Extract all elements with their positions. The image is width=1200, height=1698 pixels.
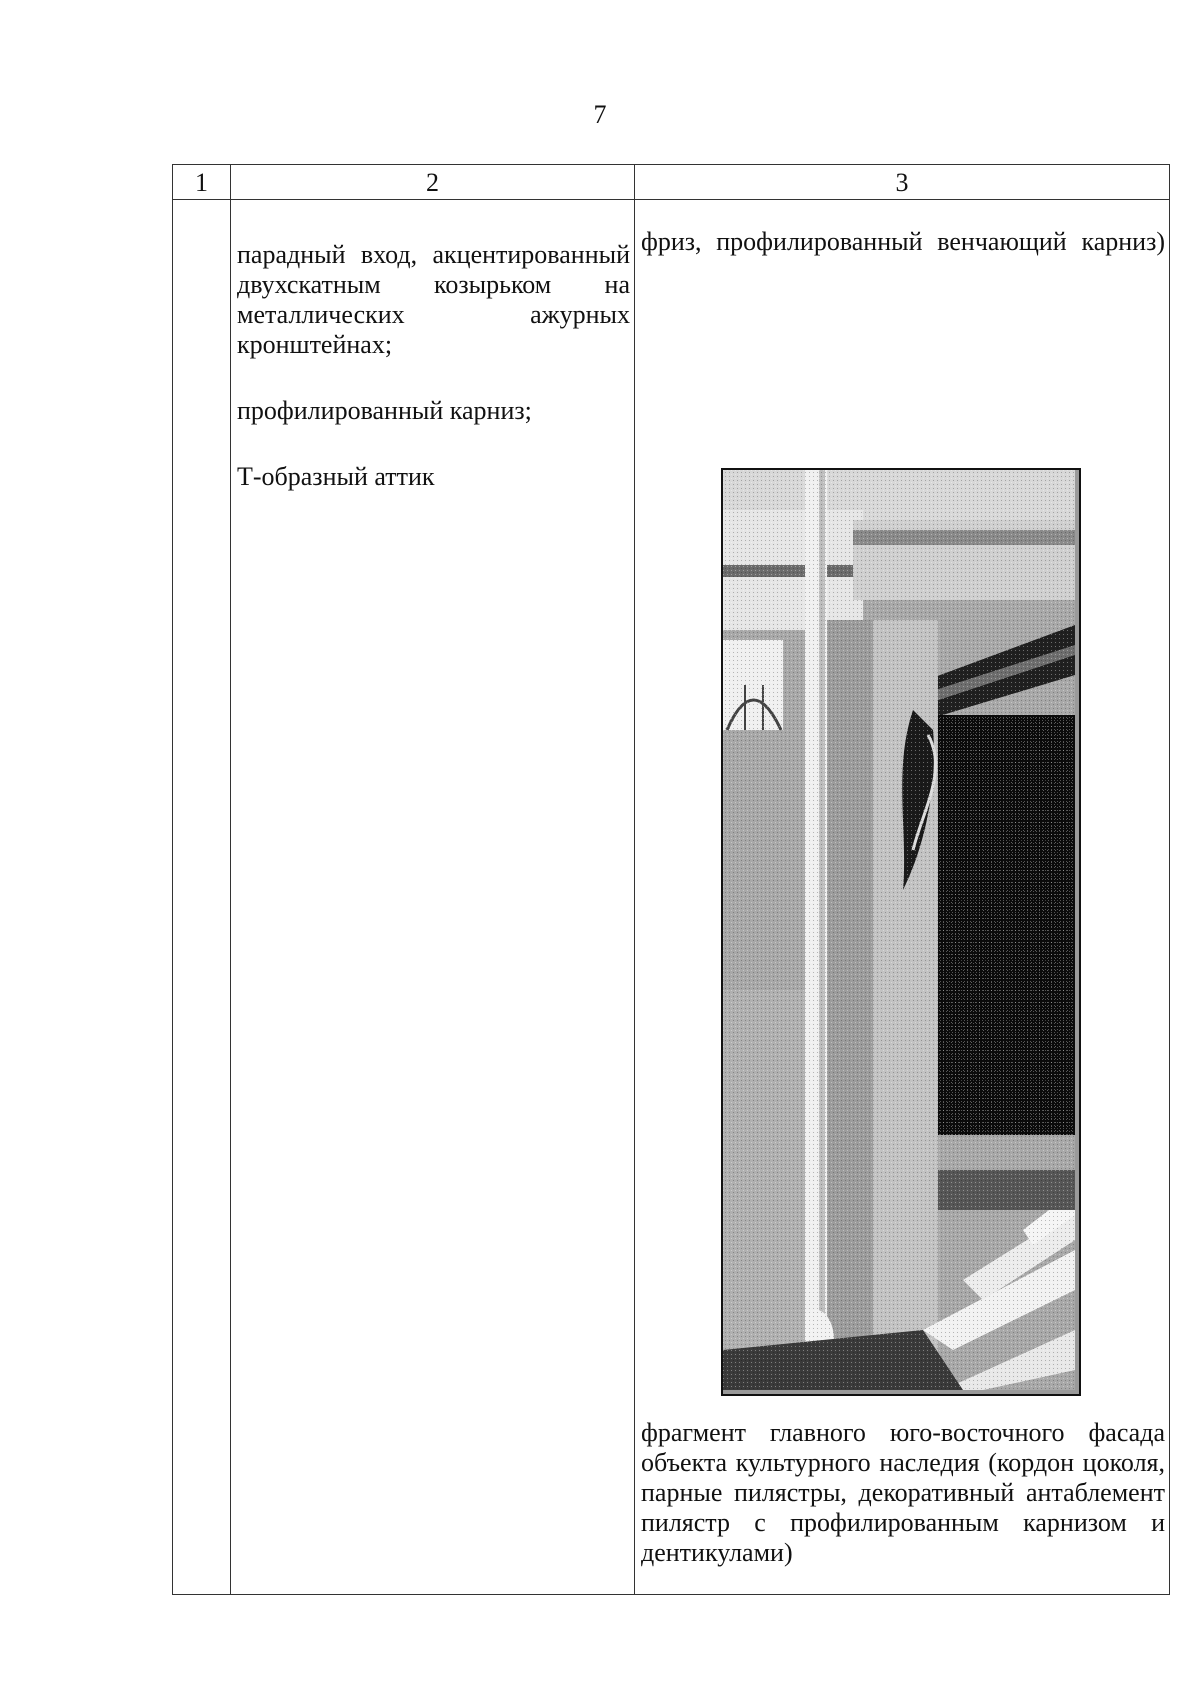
row-cell-1 [173, 200, 231, 1595]
page-number: 7 [593, 100, 607, 129]
feature-paragraph-attic: Т-образный аттик [237, 462, 435, 491]
row-cell-2 [231, 200, 635, 1595]
feature-paragraph-entrance: парадный вход, акцентированный двухскатным козырьком на металлических ажурных кронштейнах; [237, 240, 630, 359]
header-cell-1: 1 [173, 165, 231, 200]
table-row [173, 200, 1170, 1595]
header-cell-2: 2 [231, 165, 635, 200]
document-table [172, 164, 1170, 1595]
description-continuation: фриз, профилированный венчающий карниз) [641, 227, 1165, 256]
table-header-row [173, 165, 1170, 200]
photo-caption: фрагмент главного юго-восточного фасада объекта культурного наследия (кордон цоколя, парные пилястры, декоративный антаблемент пилястр с профилированным карнизом и дентикулами) [641, 1418, 1165, 1567]
feature-paragraph-cornice: профилированный карниз; [237, 396, 532, 425]
facade-photo [721, 468, 1081, 1396]
header-cell-3: 3 [635, 165, 1170, 200]
row-cell-3 [635, 200, 1170, 1595]
